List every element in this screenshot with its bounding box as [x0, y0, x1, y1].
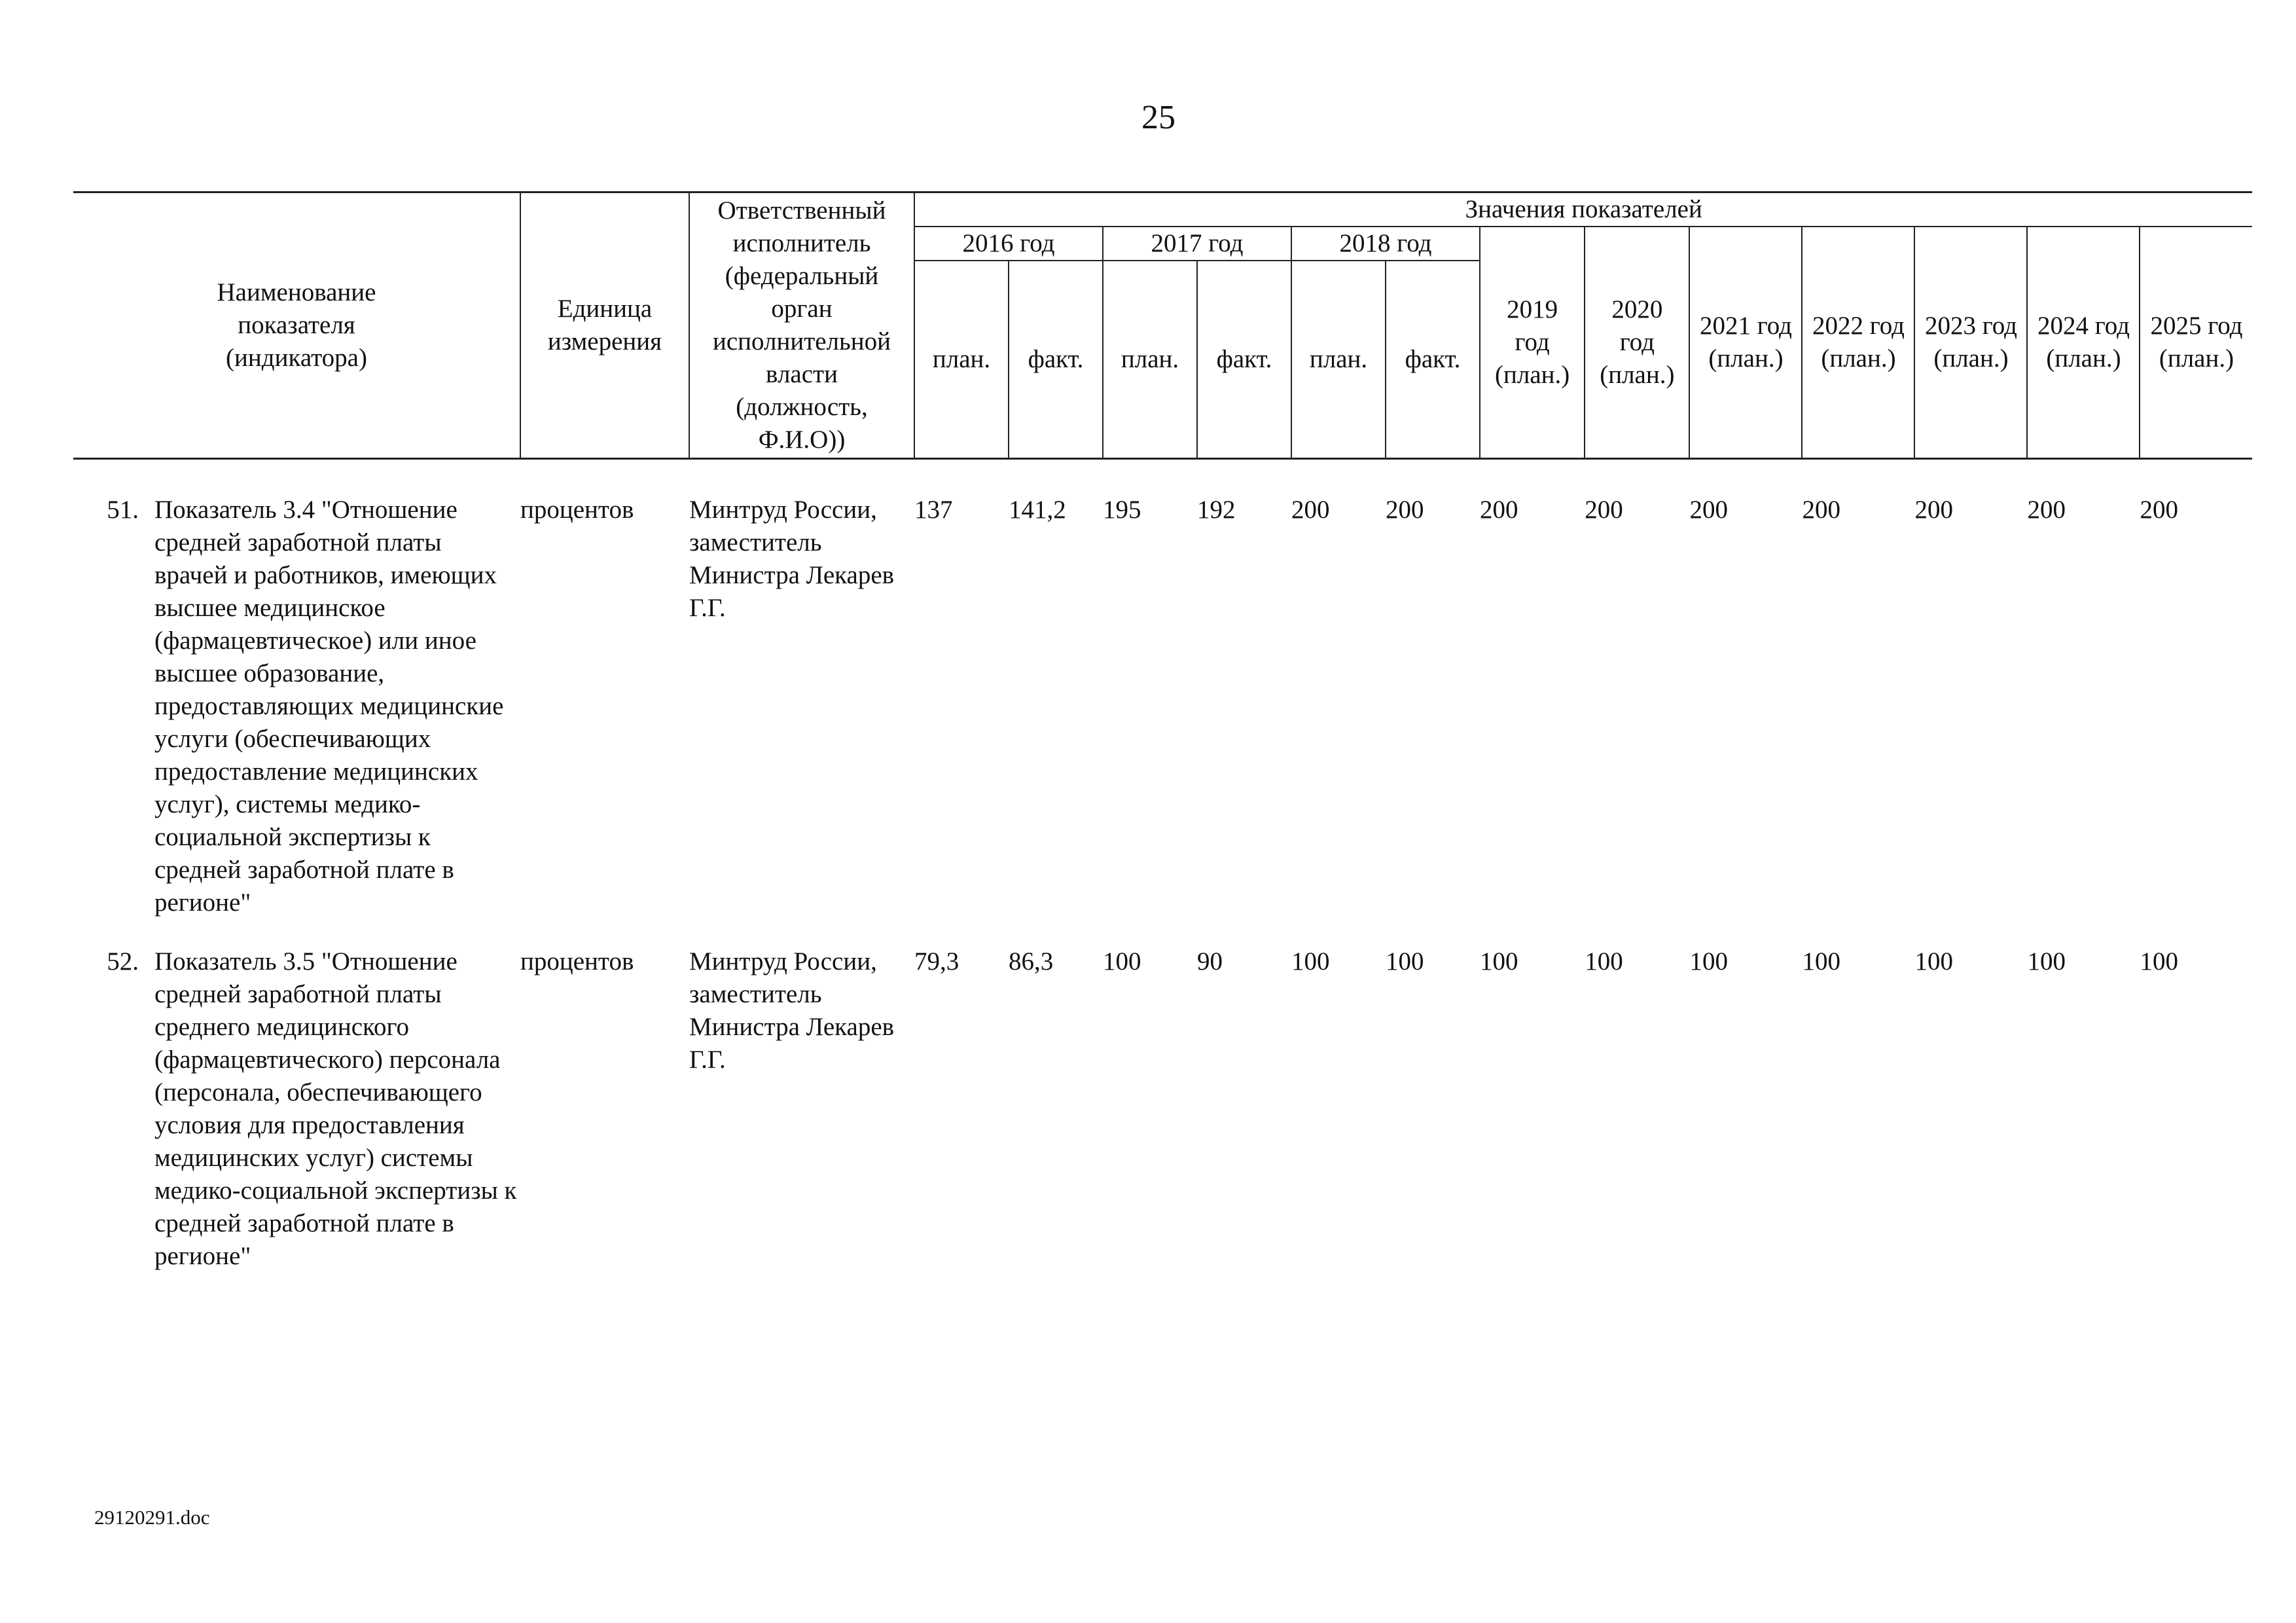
value-2021: 100 [1689, 947, 1728, 976]
header-2017-fact: факт. [1197, 261, 1291, 459]
header-2018-plan: план. [1291, 261, 1386, 459]
value-2018-plan: 100 [1291, 947, 1330, 976]
value-2018-fact: 100 [1386, 947, 1424, 976]
value-2017-fact: 90 [1197, 947, 1223, 976]
header-2016-fact: факт. [1009, 261, 1103, 459]
indicator-name-cell [73, 945, 520, 1273]
header-year-2016: 2016 год [914, 227, 1103, 261]
header-year-2017: 2017 год [1103, 227, 1291, 261]
page-number: 25 [1141, 99, 1175, 136]
value-2021: 200 [1689, 496, 1728, 524]
header-year-2023: 2023 год (план.) [1914, 227, 2027, 459]
document-filename: 29120291.doc [94, 1506, 210, 1529]
value-2023: 100 [1914, 947, 1953, 976]
header-year-2020: 2020 год (план.) [1585, 227, 1689, 459]
value-2019: 100 [1480, 947, 1518, 976]
header-name: Наименование показателя (индикатора) [73, 192, 520, 459]
value-2017-plan: 195 [1103, 496, 1141, 524]
header-2018-fact: факт. [1386, 261, 1480, 459]
indicator-name-cell [73, 494, 520, 919]
header-year-2022: 2022 год (план.) [1802, 227, 1914, 459]
value-2018-fact: 200 [1386, 496, 1424, 524]
value-2017-fact: 192 [1197, 496, 1236, 524]
unit-cell: процентов [520, 947, 634, 976]
header-year-2025: 2025 год (план.) [2140, 227, 2252, 459]
row-number: 51. [107, 496, 139, 524]
unit-cell: процентов [520, 496, 634, 524]
header-values-group: Значения показателей [914, 192, 2252, 227]
value-2020: 100 [1585, 947, 1623, 976]
value-2016-plan: 137 [914, 496, 953, 524]
header-2017-plan: план. [1103, 261, 1197, 459]
value-2022: 200 [1802, 496, 1840, 524]
value-2025: 200 [2140, 496, 2178, 524]
header-responsible: Ответственный исполнитель (федеральный орган исполнительной власти (должность, Ф.И.О)) [689, 192, 914, 459]
value-2023: 200 [1914, 496, 1953, 524]
indicators-table [73, 191, 2252, 1273]
table-row [73, 945, 2252, 1273]
row-number: 52. [107, 947, 139, 976]
value-2022: 100 [1802, 947, 1840, 976]
value-2016-fact: 141,2 [1009, 496, 1066, 524]
value-2024: 100 [2027, 947, 2066, 976]
value-2018-plan: 200 [1291, 496, 1330, 524]
table-row [73, 494, 2252, 919]
header-year-2018: 2018 год [1291, 227, 1480, 261]
header-unit: Единица измерения [520, 192, 689, 459]
header-2016-plan: план. [914, 261, 1009, 459]
responsible-cell: Минтруд России, заместитель Министра Лекарев Г.Г. [689, 947, 895, 1074]
header-year-2019: 2019 год (план.) [1480, 227, 1585, 459]
value-2025: 100 [2140, 947, 2178, 976]
value-2020: 200 [1585, 496, 1623, 524]
indicator-name: Показатель 3.4 "Отношение средней заработной платы врачей и работников, имеющих высшее медицинское (фармацевтическое) или иное высшее образование, предоставляющих медицинские услуги (обеспечивающих предоставление медицинских услуг), системы медико-социальной экспертизы к средней заработной плате в регионе" [154, 496, 504, 917]
value-2016-fact: 86,3 [1009, 947, 1054, 976]
responsible-cell: Минтруд России, заместитель Министра Лекарев Г.Г. [689, 496, 895, 622]
value-2017-plan: 100 [1103, 947, 1141, 976]
value-2016-plan: 79,3 [914, 947, 960, 976]
value-2024: 200 [2027, 496, 2066, 524]
indicator-name: Показатель 3.5 "Отношение средней заработной платы среднего медицинского (фармацевтического) персонала (персонала, обеспечивающего условия для предоставления медицинских услуг) системы медико-социальной экспертизы к средней заработной плате в регионе" [154, 947, 517, 1270]
value-2019: 200 [1480, 496, 1518, 524]
header-year-2024: 2024 год (план.) [2027, 227, 2140, 459]
header-year-2021: 2021 год (план.) [1689, 227, 1802, 459]
